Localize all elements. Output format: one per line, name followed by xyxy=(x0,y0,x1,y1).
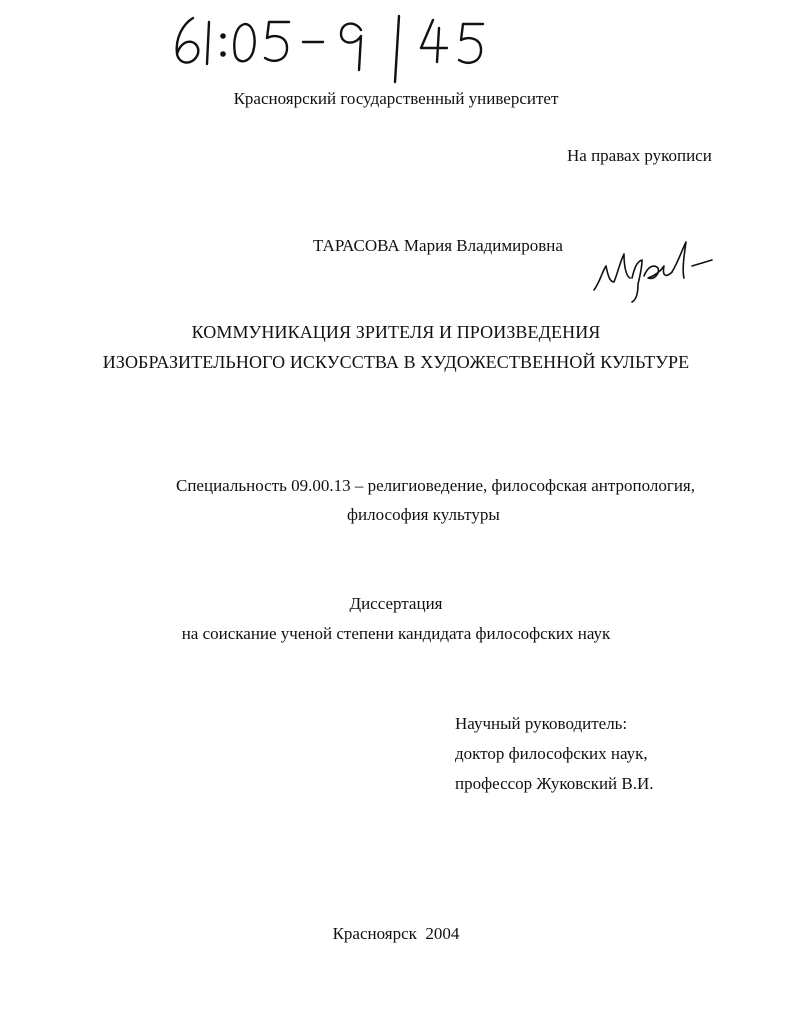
manuscript-rights: На правах рукописи xyxy=(567,146,712,165)
city-year: Красноярск 2004 xyxy=(332,924,460,943)
handwritten-archive-number xyxy=(165,8,495,86)
author-name: ТАРАСОВА Мария Владимировна xyxy=(313,236,563,255)
supervisor-degree: доктор философских наук, xyxy=(455,744,648,763)
supervisor-label: Научный руководитель: xyxy=(455,714,628,733)
degree-line: на соискание ученой степени кандидата философских наук xyxy=(181,624,611,643)
dissertation-label: Диссертация xyxy=(349,594,443,613)
title-line-2: ИЗОБРАЗИТЕЛЬНОГО ИСКУССТВА В ХУДОЖЕСТВЕННОЙ КУЛЬТУРЕ xyxy=(102,352,690,372)
specialty-line-1: Специальность 09.00.13 – религиоведение, философская антропология, xyxy=(176,476,696,495)
supervisor-name: профессор Жуковский В.И. xyxy=(455,774,654,793)
author-signature xyxy=(588,232,718,304)
title-line-1: КОММУНИКАЦИЯ ЗРИТЕЛЯ И ПРОИЗВЕДЕНИЯ xyxy=(191,322,601,342)
specialty-line-2: философия культуры xyxy=(347,505,500,524)
university-name: Красноярский государственный университет xyxy=(233,89,559,108)
